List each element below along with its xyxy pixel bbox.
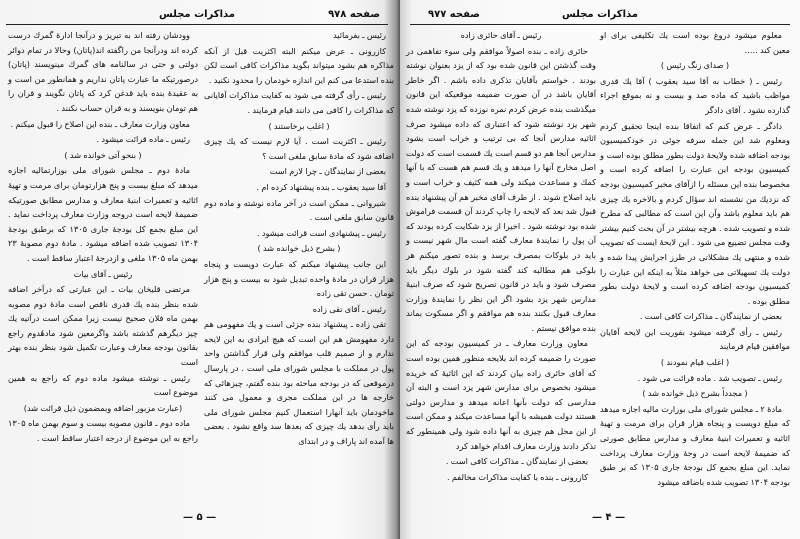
speech-paragraph: وودشان رفته اند به تبریز و درآنجا ادارهٔ گمرك درست کرده اند ودرآنجا من راگفته اند(پاتان) وحالا در تمام دوائر دولتی و حتی در سالنامه های گمرك مینویسند (پاتان) درصورتیکه ما عبارت پاتان نداریم و همانطور من است و به عقیدهٔ بنده باید قدغن کرد که پاتان نگویند و قران را هم تومان بنویسند و به قران حساب نکنند . <box>8 30 198 113</box>
speech-paragraph: معلوم میشود دروغ بوده است یك تکلیفی برای او معین کند ..... <box>600 30 790 55</box>
page-number: صفحه ۹۷۷ <box>428 9 480 20</box>
speech-paragraph: رئیس ـ ماده قرائت میشود . <box>96 134 190 145</box>
speech-paragraph: کازرونی ـ بنده با کفایت مذاکرات مخالفم . <box>446 471 588 482</box>
speech-paragraph: معاون وزارت معارف ـ در کمیسیون بودجه که این صورت را ضمیمه کرده اند بلایحه منظور همین بوده است که آقای حائری زاده بیان کردند که این اثاثیهٔ که خریده میشود بخصوص برای مدارس شهر یزد است و البته آن مدارسی که دولت بآنها اعانه میدهد و مدارس دولتی هستند دولت همیشه با آنها مساعدت میکند و ممکن است از این محل هم چیزی به آنها داده شود ولی همینطور که تذکر دادند وزارت معارف اقدام خواهد کرد <box>406 338 596 451</box>
speech-paragraph: آقا سید یعقوب ـ بنده پیشنهاد کرده ام . <box>256 181 386 192</box>
page-number: صفحه ۹۷۸ <box>328 9 380 20</box>
stage-direction: ( مجدداً بشرح ذیل خوانده شد ) <box>642 388 748 399</box>
stage-direction: رئیس ـ آقای بیات <box>73 268 133 279</box>
page-header <box>410 8 790 25</box>
page-977 <box>400 0 800 539</box>
stage-direction: رئیس ـ آقای حائری زاده <box>460 30 542 40</box>
stage-direction: ( اغلب برخاستند ) <box>268 120 330 131</box>
speech-paragraph: رئیس ـ رأی گرفته میشود بفوریت این لایحه آقایان موافقین قیام فرمایند <box>600 326 790 352</box>
speech-paragraph: این جانب پیشنهاد میکنم که عبارت دویست و پنجاه هزار قران در مادهٔ واحده تبدیل شود به بیست و پنج هزار تومان . حسن تقی زاده <box>204 258 394 299</box>
stage-direction: ( صدای زنگ رئیس ) <box>660 60 730 71</box>
speech-paragraph: شیروانی ـ ممکن است در آخر ماده نوشته و ماده دوم قانون سابق ملغی است . <box>204 197 394 223</box>
speech-paragraph: رئیس ـ رأی گرفته می شود به کفایت مذاکرات آقایانی که مذاکرات را کافی می دانند قیام فرمایند . <box>204 90 394 115</box>
speech-paragraph: معاون وزارت معارف ـ بنده این اصلاح را قبول میکنم . <box>10 118 190 129</box>
speech-paragraph: دادگر ـ عرض کنم که اتفاقا بنده اینجا تحقیق کردم ومعلوم شد این جمله سرفه جوئی در خودکمیسیون بودجه اضافه شده ولایحهٔ دولت بطور مطلق بوده است و کمیسیون بودجه این عبارت را اضافه کرده است و مخصوصا بنده این مسئله را ازآقای مخبر کمیسیون بودجه که نزدیك من نشسته اند سؤال کردم و بالاخره یك چیزی هم باید معلوم باشد وآن این است که مطالبی که مطرح شده و تصویب شده . هرچه بیشتر در آن بحث کنیم بیشتر وقت مجلس تضییع می شود . این لایحهٔ ایست که تصویب شده و منتهی یك مشکلاتی در طرز اجرایش پیدا شده و دولت یك تسهیلاتی می خواهد مثلاً به اینکه این عبارت را کمیسیون بودجه اضافه کرده است و لایحهٔ دولت بطور مطلق بوده . <box>600 120 790 306</box>
page-footer-number: — ۵ — <box>183 512 217 523</box>
text-column-left <box>8 28 198 447</box>
stage-direction: ( اغلب قیام نمودند ) <box>660 357 730 368</box>
speech-paragraph: رئیس ـ پیشنهادی است قرائت میشود . <box>256 227 386 238</box>
speech-paragraph: رئیس ـ نوشته میشود ماده دوم که راجع به همین موضوع است <box>8 372 198 398</box>
speech-paragraph: تقی زاده ـ پیشنهاد بنده جزئی است و یك مفهومی هم دارد مفهومش هم این است که هیچ ایرادی به این لایحه ندارم و از صمیم قلب موافقم ولی قرار گذاشتن واحد پول در مملکت با مجلس شورای ملی است . در پارسال درموقعی که در بودجه مباحثه بود بنده گفتم، چیزهائی که خارجه ها در این مملکت مجری و معمول می کنند ماخودمان باید آنهارا استعمال کنیم مجلس شورای ملی باید رأی بدهد یك چیزی که بعدها سد واقع نشود . بعضی ها آمده اند پاراف و در ابتدای <box>204 319 394 447</box>
speech-paragraph: رئیس ـ تصویب شد . ماده قرائت می شود . <box>637 372 782 383</box>
page-footer-number: — ۴ — <box>592 512 626 523</box>
speech-paragraph: رئیس ـ اکثریت است . آیا لازم نیست که یك چیزی اضافه شود که مادهٔ سابق ملغی است ؟ <box>204 136 394 161</box>
speech-paragraph: مادهٔ ۲ ـ مجلس شورای ملی بوزارت مالیه اجازه میدهد که مبلغ دویست و پنجاه هزار قران برای مرمت و تهیهٔ اثاثیه و تعمیرات ابنیهٔ معارف و مدارس مطابق صورتی که ضمیمهٔ لایحه است در وجهٔ وزارت معارف پرداخت نماید. این مبلغ بجمع کل بودجهٔ جاری ۱۳۰۵ که بر طبق بودجه ۱۳۰۴ تصویب شده باضافه میشود <box>600 403 790 487</box>
speech-paragraph: مرتضی قلیخان بیات ـ این عبارتی که درآخر اضافه شده بنظر بنده یك قدری ناقص است مادهٔ دوم مصوبه بهمن ماه فلان صحیح نیست زیرا ممکن است درآتیه یك چیز دیگرهم گذشته باشد واگرمعین شود مادهٔدوم راجع بقانون بودجه معارف وعبارت تکمیل شود بنظر بنده بهتر است <box>8 284 198 368</box>
speech-paragraph: بعضی از نمایندگان ـ مذاکرات کافی است . <box>639 311 782 322</box>
speech-paragraph: حائری زاده ـ بنده اصولاً موافقم ولی سوء تفاهمی در وقت گذشتن این قانون شده بود که از یزد بعنوان نوشته بودند . خواستم بآقایان تذکری داده باشم . اگر خاطر آقایان باشد در آن صورت ضمیمه موقعیکه این قانون میگذشت بنده عرض کردم نمره نوزده که یزد نوشته شده شهر یزد نوشته شود که اعتباری که داده میشود صرف اثاثیه مدارس آنجا که بی ترتیب و خراب است بشود مدارس آنجا هم دو قسم است یك قسمت است که دولت اصل مخارج آنها را میدهد و یك قسم هم هست که با آنها کمك و مساعدت میکند ولی همه کثیف و خراب است و باید اصلاح شوند . از طرف آقای مخبر هم آن پیشنهاد بنده قبول شد بعد که لایحه را چاپ کردند آن قسمت فراموش شده بود نوشته شود . اخیرا از یزد شکایت کرده بودند که آن پول را نمایندهٔ معارف گفته است مال شهر نیست و باید در بلوکات بمصرف برسد و بنده تصور میکنم هر بلوکی هم مطالبه کند گفته شود در بلوك دیگر باید مصرف شود و باید در قانون تصریح شود که صرف ابنیهٔ مدارس شهر یزد بشود اگر این نظر را نمایندهٔ وزارت معارف قبول بکنند بنده هم موافقم و اگر مسکوت بماند بنده موافق نیستم . <box>406 45 596 333</box>
speech-paragraph: رئیس ـ بفرمائید <box>332 30 386 40</box>
speech-paragraph: کازرونی ـ عرض میکنم البته اکثریت قبل از آنکه مذاکره هم بشود میتواند بگوید مذاکرات کافی است لکن بنده استدعا می کنم این اندازه خودمان را محدود نکنید . <box>204 45 394 85</box>
stage-direction: ( بنحو آتی خوانده شد ) <box>64 149 142 160</box>
text-column-right <box>204 28 394 450</box>
text-column-left <box>406 28 596 485</box>
speech-paragraph: ماده دوم ـ قانون مصوبه بیست و سوم بهمن ماه ۱۳۰۵ راجع به این موضوع از درجه اعتبار ساقط است . <box>8 418 198 444</box>
stage-direction: ( بشرح ذیل خوانده شد ) <box>257 243 341 254</box>
text-column-right <box>600 28 790 490</box>
header-title: مذاکرات مجلس <box>561 9 638 20</box>
header-title: مذاکرات مجلس <box>158 9 235 20</box>
page-header <box>6 8 388 25</box>
speech-paragraph: رئیس ـ ( خطاب به آقا سید یعقوب ) آقا یك قدری مواظب باشید که ماده صد و بیست و نه بموقع اجراء گذارده نشود . آقای دادگر <box>600 75 790 115</box>
stage-direction: (عبارت مزبور اضافه وبمضمون ذیل قرائت شد) <box>23 402 183 413</box>
speech-paragraph: مادهٔ دوم ـ مجلس شورای ملی بوزارتمالیه اجازه میدهد که مبلغ بیست و پنج هزارتومان برای مرمت و تهیهٔ اثاثیه و تعمیرات ابنیهٔ معارف و مدارس مطابق صورتیکه ضمیمهٔ لایحه است دروجه وزارت معارف پرداخت نماید . این مبلغ بجمع کل بودجهٔ جاری ۱۳۰۵ که برطبق بودجهٔ ۱۳۰۴ تصویب شده اضافه میشود . مادهٔ دوم مصوبهٔ ۲۳ بهمن ماه ۱۳۰۵ ملغی و ازدرجهٔ اعتبار ساقط است . <box>8 165 198 263</box>
speech-paragraph: رئیس ـ آقای تقی زاده <box>312 303 386 314</box>
speech-paragraph: بعضی از نمایندگان ـ مذاکرات کافی است . <box>445 456 588 467</box>
speech-paragraph: بعضی از نمایندگان ـ چرا لازم است <box>269 166 386 177</box>
